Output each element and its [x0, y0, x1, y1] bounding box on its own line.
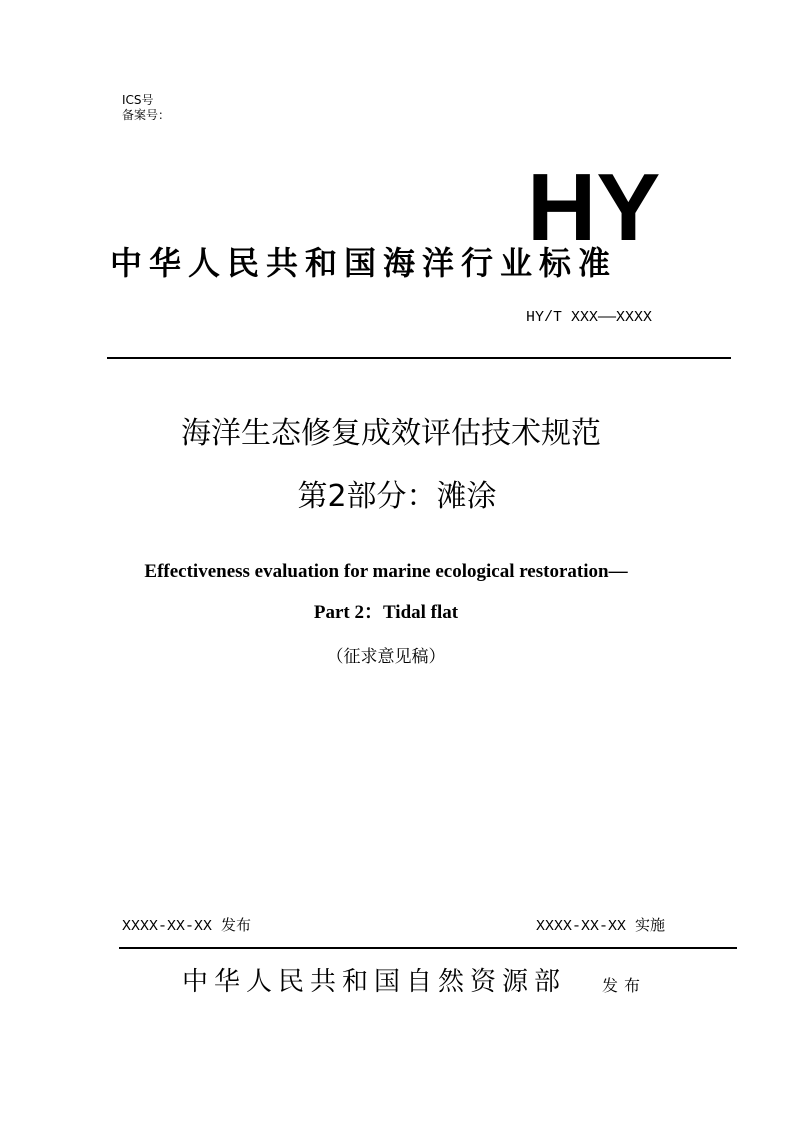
- document-title-en: Effectiveness evaluation for marine ecological restoration—: [144, 561, 628, 582]
- record-number-label: 备案号：: [122, 108, 171, 122]
- document-subtitle-en: Part 2：Tidal flat: [313, 602, 459, 623]
- document-title-cn: 海洋生态修复成效评估技术规范: [181, 416, 601, 451]
- hy-logo: HY: [527, 154, 661, 261]
- standard-category-title: 中华人民共和国海洋行业标准: [110, 244, 618, 282]
- ics-label: ICS号: [122, 93, 154, 107]
- ics-block: [122, 93, 170, 123]
- bottom-divider: [119, 947, 737, 949]
- top-divider: [107, 357, 731, 359]
- standard-code: HY/T XXX——XXXX: [526, 309, 653, 326]
- issuing-authority: 中华人民共和国自然资源部: [182, 967, 567, 997]
- document-subtitle-cn: 第2部分：滩涂: [297, 479, 497, 514]
- implement-date: XXXX-XX-XX 实施: [536, 918, 666, 935]
- publish-date: XXXX-XX-XX 发布: [122, 918, 252, 935]
- issuer-suffix: 发布: [602, 976, 647, 995]
- draft-status-note: （征求意见稿）: [326, 647, 446, 667]
